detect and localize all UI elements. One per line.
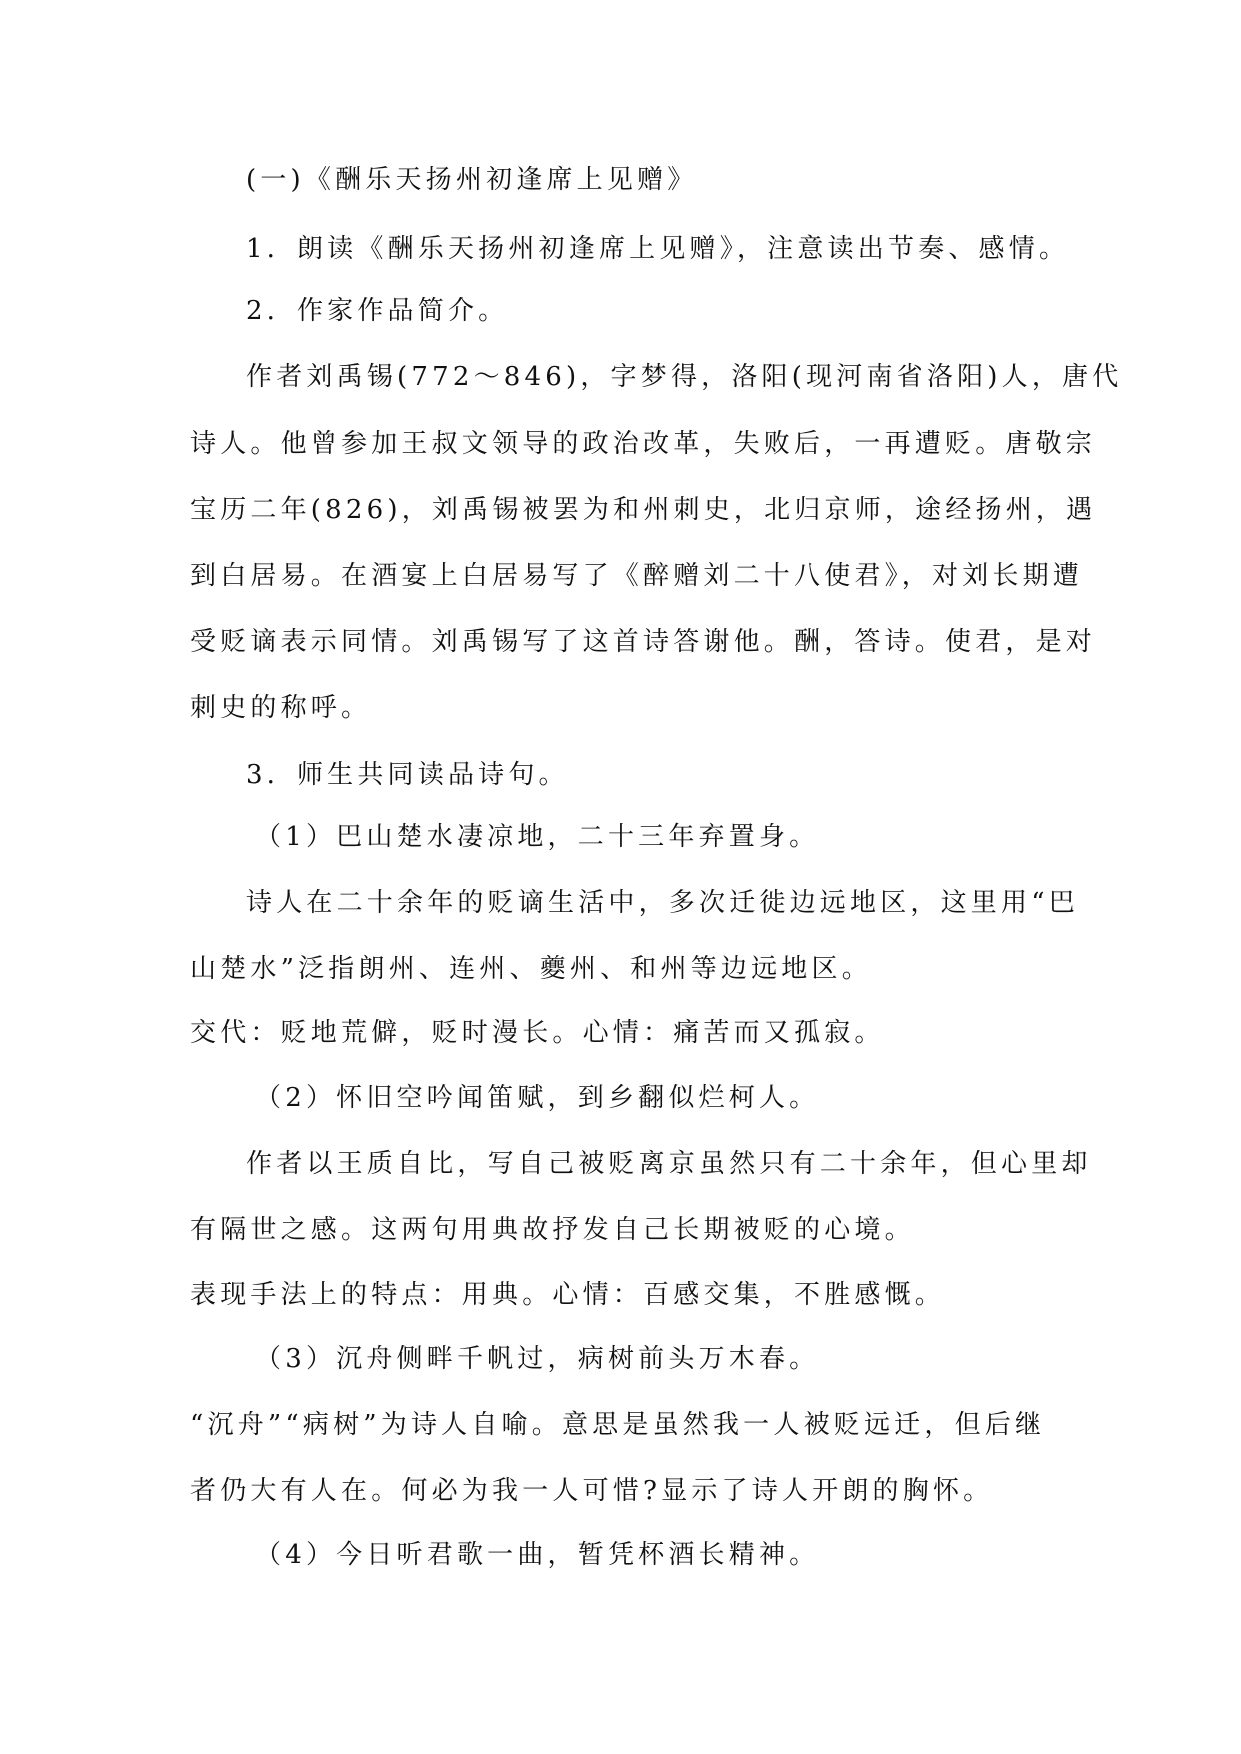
paragraph-line: 诗人。他曾参加王叔文领导的政治改革，失败后，一再遭贬。唐敬宗 bbox=[190, 429, 1097, 459]
poem-line: （2）怀旧空吟闻笛赋，到乡翻似烂柯人。 bbox=[255, 1083, 820, 1113]
poem-line: （1）巴山楚水凄凉地，二十三年弃置身。 bbox=[255, 822, 820, 852]
poem-line: （3）沉舟侧畔千帆过，病树前头万木春。 bbox=[255, 1344, 820, 1374]
paragraph-line: 有隔世之感。这两句用典故抒发自己长期被贬的心境。 bbox=[190, 1215, 915, 1245]
paragraph-line: 作者刘禹锡(772～846)，字梦得，洛阳(现河南省洛阳)人，唐代 bbox=[246, 362, 1123, 392]
paragraph-line: 作者以王质自比，写自己被贬离京虽然只有二十余年，但心里却 bbox=[246, 1149, 1092, 1179]
paragraph-line: 3．师生共同读品诗句。 bbox=[246, 760, 569, 790]
paragraph-line: 交代：贬地荒僻，贬时漫长。心情：痛苦而又孤寂。 bbox=[190, 1018, 885, 1048]
paragraph-line: 诗人在二十余年的贬谪生活中，多次迁徙边远地区，这里用“巴 bbox=[246, 888, 1079, 918]
paragraph-line: 山楚水”泛指朗州、连州、夔州、和州等边远地区。 bbox=[190, 954, 872, 984]
paragraph-line: 者仍大有人在。何必为我一人可惜?显示了诗人开朗的胸怀。 bbox=[190, 1476, 994, 1506]
paragraph-line: 刺史的称呼。 bbox=[190, 693, 372, 723]
paragraph-line: 受贬谪表示同情。刘禹锡写了这首诗答谢他。酬，答诗。使君，是对 bbox=[190, 627, 1097, 657]
section-heading: (一)《酬乐天扬州初逢席上见赠》 bbox=[246, 165, 698, 195]
paragraph-line: 宝历二年(826)，刘禹锡被罢为和州刺史，北归京师，途经扬州，遇 bbox=[190, 495, 1097, 525]
paragraph-line: 2．作家作品简介。 bbox=[246, 296, 509, 326]
paragraph-line: 1．朗读《酬乐天扬州初逢席上见赠》，注意读出节奏、感情。 bbox=[246, 234, 1070, 264]
paragraph-line: “沉舟”“病树”为诗人自喻。意思是虽然我一人被贬远迁，但后继 bbox=[190, 1410, 1046, 1440]
poem-line: （4）今日听君歌一曲，暂凭杯酒长精神。 bbox=[255, 1540, 820, 1570]
paragraph-line: 表现手法上的特点：用典。心情：百感交集，不胜感慨。 bbox=[190, 1280, 946, 1310]
paragraph-line: 到白居易。在酒宴上白居易写了《醉赠刘二十八使君》，对刘长期遭 bbox=[190, 561, 1084, 591]
